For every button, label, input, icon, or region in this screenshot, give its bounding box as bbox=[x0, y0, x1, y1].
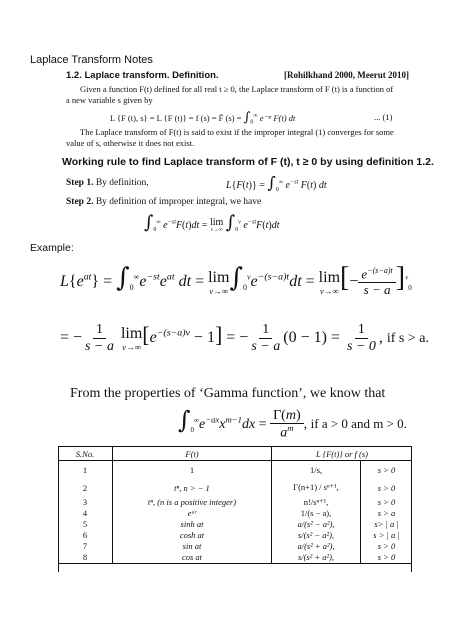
table-header-row bbox=[58, 447, 412, 461]
citation: [Rohilkhand 2000, Meerut 2010] bbox=[284, 70, 410, 80]
definition-lhs: L {F (t), s} = L {F (t)} = f (s) = F̄ (s) = bbox=[110, 113, 242, 123]
working-rule-heading: Working rule to find Laplace transform of F (t), t ≥ 0 by using definition 1.2. bbox=[62, 156, 434, 168]
step-2-formula: $\int_0^\infty$ $e^{-st}F(t)dt$ = lim v→∞ $\int_0^v$ $e^{-st}F(t)dt$ bbox=[144, 212, 280, 234]
header-ft: F(t) bbox=[113, 447, 272, 461]
example-equation-2: = − $\frac{1}{s - a}$ lim v→∞ $[e^{-(s-a)v} - 1]$ = − $\frac{1}{s - a}$ (0 − 1) = $\frac{1}{s - 0}$ , if s > a. bbox=[60, 322, 429, 354]
page-title: Laplace Transform Notes bbox=[30, 54, 153, 66]
table-row: 1 1 1/s, s > 0 bbox=[58, 461, 412, 479]
header-transform: L {F(t)} or f (s) bbox=[272, 447, 413, 461]
integral-sign: ∫ bbox=[243, 110, 251, 125]
table-row: 6 cosh at s/(s² − a²), s > | a | bbox=[58, 530, 412, 541]
intro-line-1: Given a function F(t) defined for all real t ≥ 0, the Laplace transform of F (t) is a function of bbox=[80, 84, 394, 94]
example-label: Example: bbox=[30, 242, 74, 254]
existence-line-2: value of s, otherwise it does not exist. bbox=[66, 138, 195, 148]
table-row: 7 sin at a/(s² + a²), s > 0 bbox=[58, 541, 412, 552]
example-condition: if s > a. bbox=[386, 331, 429, 346]
definition-equation: L {F (t), s} = L {F (t)} = f (s) = F̄ $(s) = \int_0^\infty$ e⁻ˢᵗ F(t) dt bbox=[110, 110, 296, 126]
table-row: 3 tⁿ, (n is a positive integer) n!/sⁿ⁺¹, s > 0 bbox=[58, 497, 412, 508]
table-row: 5 sinh at a/(s² − a²), s> | a | bbox=[58, 519, 412, 530]
gamma-condition: if a > 0 and m > 0. bbox=[310, 416, 407, 431]
equation-label: ... (1) bbox=[374, 112, 393, 122]
table-row: 4 eᵃᵗ 1/(s − a), s > a bbox=[58, 508, 412, 519]
step-1: Step 1. By definition, bbox=[66, 178, 149, 188]
header-sno: S.No. bbox=[58, 447, 113, 461]
intro-line-2: a new variable s given by bbox=[66, 95, 153, 105]
example-equation-1: $L\{e^{at}\} = \int_0^\infty e^{-st}e^{at}$ dt = lim v→∞ $\int_0^ve^{-(s-a)t}dt$ = lim v→∞ [− $\frac{e^{-(s-a)t}}{s - a}$ ]$^v_0$ bbox=[60, 262, 412, 297]
definition-integrand: e⁻ˢᵗ F(t) dt bbox=[259, 113, 296, 123]
step-1-formula: $L\{F(t)\} = \int_0^\infty$ $e^{-st}$ F(t) dt bbox=[226, 173, 327, 193]
laplace-table bbox=[58, 446, 412, 564]
gamma-heading: From the properties of ‘Gamma function’, we know that bbox=[70, 386, 386, 401]
table-row: 8 cos at s/(s² + a²), s > 0 bbox=[58, 552, 412, 564]
gamma-equation: $\int_0^\infty e^{-ax}x^{m-1}dx$ = $\frac{\Gamma(m)}{a^m}$ , if a > 0 and m > 0. bbox=[178, 406, 407, 442]
existence-line-1: The Laplace transform of F(t) is said to exist if the improper integral (1) converges for some bbox=[80, 127, 394, 137]
table-row: 2 tⁿ, n > − 1 Γ(n+1) / sⁿ⁺¹, s > 0 bbox=[58, 479, 412, 497]
step-2: Step 2. By definition of improper integral, we have bbox=[66, 197, 262, 207]
section-heading: 1.2. Laplace transform. Definition. bbox=[66, 70, 219, 81]
